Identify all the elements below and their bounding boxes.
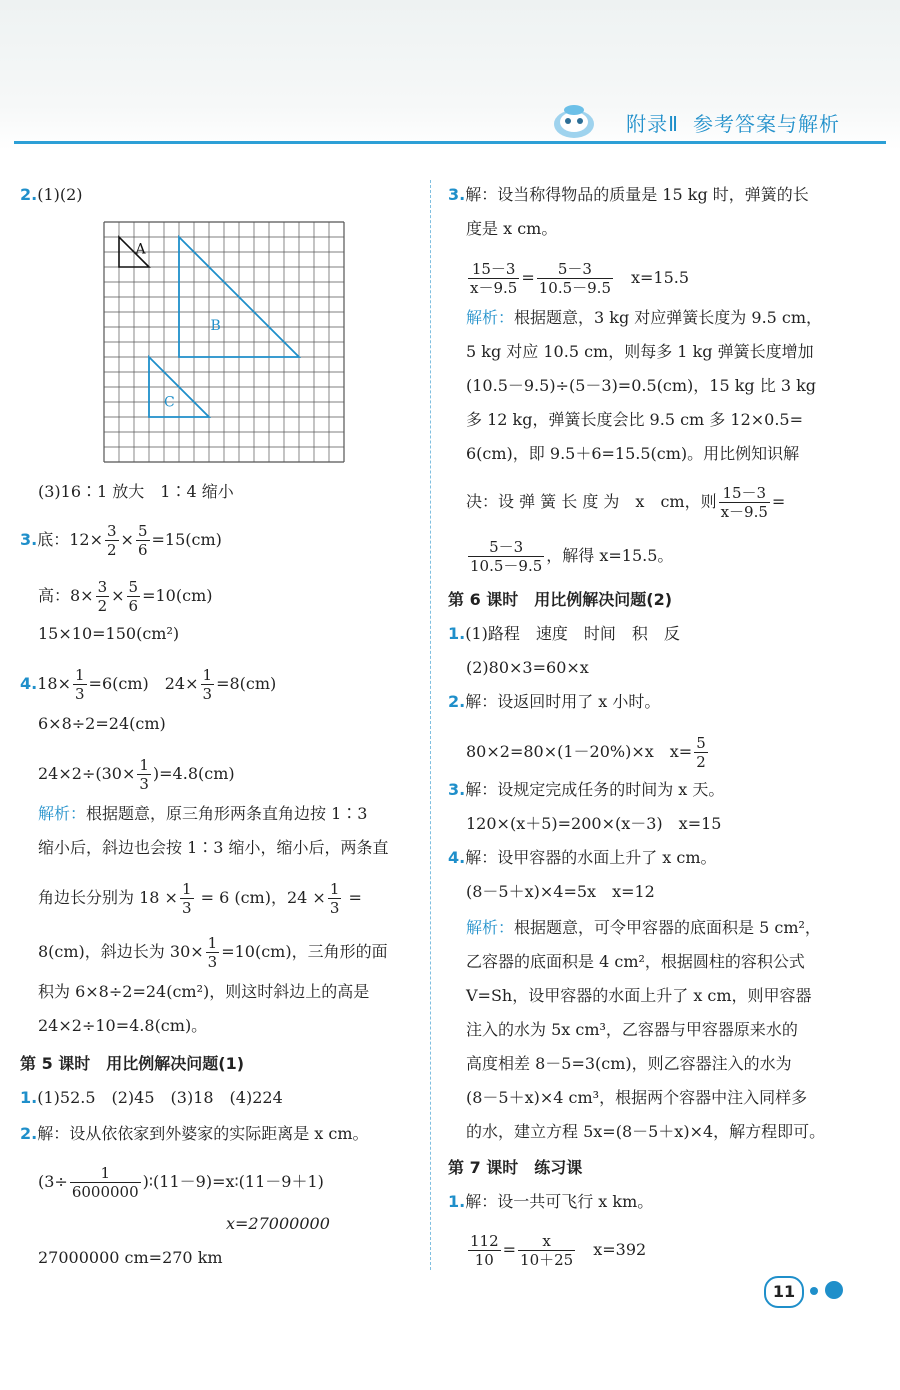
fraction: $\frac{3}{2}$ <box>97 578 108 615</box>
l6-q4-b: (8－5＋x)×4=5x x=12 <box>466 882 655 901</box>
q3-base-line: 3.底：12× $\frac{3}{2}$ × $\frac{5}{6}$ =15(cm) <box>20 522 222 559</box>
q4-line1: 4.18× $\frac{1}{3}$ =6(cm) 24× $\frac{1}{3}$ =8(cm) <box>20 666 277 703</box>
decor-dot-large <box>825 1281 843 1299</box>
page-number: 11 <box>764 1276 804 1308</box>
l5-q2-line4: 27000000 cm=270 km <box>38 1248 223 1267</box>
l6-q3-a: 3.解：设规定完成任务的时间为 x 天。 <box>448 780 725 799</box>
header-rule <box>14 141 886 144</box>
l6-q2-b: 80×2=80×(1－20%)×x x= $\frac{5}{2}$ <box>466 734 706 771</box>
label-b: B <box>210 318 221 334</box>
header-title <box>626 108 840 137</box>
q4-analysis-1: 解析：根据题意，原三角形两条直角边按 1∶3 <box>38 804 368 823</box>
fraction: $\frac{15-3}{x-9.5}$ <box>720 484 768 521</box>
question-number: 2. <box>20 185 38 204</box>
decor-dot-small <box>810 1287 818 1295</box>
q2-line: 2.(1)(2) <box>20 185 83 204</box>
fraction: $\frac{5}{2}$ <box>696 734 706 771</box>
fraction: $\frac{1}{3}$ <box>329 880 340 917</box>
column-divider <box>430 180 431 1270</box>
lesson-7-heading: 第 7 课时 练习课 <box>448 1158 583 1177</box>
l7-q1-equation: $\frac{112}{10}$ = $\frac{x}{10+25}$ x=392 <box>470 1232 647 1269</box>
l6-q4-a: 4.解：设甲容器的水面上升了 x cm。 <box>448 848 717 867</box>
fraction: $\frac{5}{6}$ <box>128 578 139 615</box>
l6-q4-analysis-2: 乙容器的底面积是 4 cm²，根据圆柱的容积公式 <box>466 952 805 971</box>
fraction: $\frac{3}{2}$ <box>107 522 117 559</box>
q4-analysis-4: 8(cm)，斜边长为 30× $\frac{1}{3}$ =10(cm)，三角形的面 <box>38 934 388 971</box>
r-q3-analysis-2: 5 kg 对应 10.5 cm，则每多 1 kg 弹簧长度增加 <box>466 342 814 361</box>
grid-svg <box>100 218 348 466</box>
q4-line2: 6×8÷2=24(cm) <box>38 714 166 733</box>
fraction: $\frac{5-3}{10.5-9.5}$ <box>470 538 543 575</box>
q4-analysis-6: 24×2÷10=4.8(cm)。 <box>38 1016 208 1035</box>
l6-q4-analysis-1: 解析：根据题意，可令甲容器的底面积是 5 cm²， <box>466 918 821 937</box>
label-c: C <box>164 394 175 411</box>
lesson-6-heading: 第 6 课时 用比例解决问题(2) <box>448 590 673 609</box>
l6-q4-analysis-7: 的水，建立方程 5x=(8－5＋x)×4，解方程即可。 <box>466 1122 826 1141</box>
q4-analysis-2: 缩小后，斜边也会按 1∶3 缩小，缩小后，两条直 <box>38 838 389 857</box>
r-q3-line1: 3.解：设当称得物品的质量是 15 kg 时，弹簧的长 <box>448 185 809 204</box>
l5-q2-line2: (3÷ $\frac{1}{6000000}$ )∶(11－9)=x∶(11－9＋1) <box>38 1164 324 1201</box>
fraction: $\frac{15-3}{x-9.5}$ <box>470 260 518 297</box>
answers-title: 参考答案与解析 <box>693 112 840 136</box>
r-q3-analysis-4: 多 12 kg，弹簧长度会比 9.5 cm 多 12×0.5= <box>466 410 804 429</box>
l6-q1-b: (2)80×3=60×x <box>466 658 589 677</box>
fraction: $\frac{1}{6000000}$ <box>71 1164 139 1201</box>
fraction: $\frac{1}{3}$ <box>139 756 149 793</box>
mascot-icon <box>550 100 598 140</box>
fraction: $\frac{1}{3}$ <box>202 666 213 703</box>
r-q3-analysis-6: 决：设 弹 簧 长 度 为 x cm，则 $\frac{15-3}{x-9.5}$ = <box>466 484 786 521</box>
r-q3-analysis-3: (10.5－9.5)÷(5－3)=0.5(cm)，15 kg 比 3 kg <box>466 376 817 395</box>
q4-analysis-5: 积为 6×8÷2=24(cm²)，则这时斜边上的高是 <box>38 982 370 1001</box>
fraction: $\frac{1}{3}$ <box>207 934 218 971</box>
q3-height-line: 高：8× $\frac{3}{2}$ × $\frac{5}{6}$ =10(cm) <box>38 578 213 615</box>
q2-part3: (3)16∶1 放大 1∶4 缩小 <box>38 482 234 501</box>
l6-q4-analysis-5: 高度相差 8－5=3(cm)，则乙容器注入的水为 <box>466 1054 792 1073</box>
r-q3-analysis-5: 6(cm)，即 9.5＋6=15.5(cm)。用比例知识解 <box>466 444 800 463</box>
fraction: $\frac{5-3}{10.5-9.5}$ <box>538 260 611 297</box>
l6-q3-b: 120×(x＋5)=200×(x－3) x=15 <box>466 814 722 833</box>
lesson-5-heading: 第 5 课时 用比例解决问题(1) <box>20 1054 245 1073</box>
l5-q2-line3: x=27000000 <box>226 1214 330 1233</box>
l6-q4-analysis-4: 注入的水为 5x cm³，乙容器与甲容器原来水的 <box>466 1020 798 1039</box>
r-q3-analysis-7: $\frac{5-3}{10.5-9.5}$ ，解得 x=15.5。 <box>470 538 674 575</box>
fraction: $\frac{1}{3}$ <box>74 666 85 703</box>
r-q3-equation: $\frac{15-3}{x-9.5}$ = $\frac{5-3}{10.5-9.5}$ x=15.5 <box>470 260 690 297</box>
l6-q2-a: 2.解：设返回时用了 x 小时。 <box>448 692 661 711</box>
fraction: $\frac{1}{3}$ <box>181 880 192 917</box>
l6-q4-analysis-3: V=Sh，设甲容器的水面上升了 x cm，则甲容器 <box>466 986 812 1005</box>
grid-figure <box>100 218 348 470</box>
fraction: $\frac{112}{10}$ <box>470 1232 499 1269</box>
l6-q1-a: 1.(1)路程 速度 时间 积 反 <box>448 624 680 643</box>
r-q3-line2: 度是 x cm。 <box>466 219 558 238</box>
l5-q2-line1: 2.解：设从依依家到外婆家的实际距离是 x cm。 <box>20 1124 369 1143</box>
l5-q1: 1.(1)52.5 (2)45 (3)18 (4)224 <box>20 1088 283 1107</box>
label-a: A <box>135 241 146 258</box>
fraction: $\frac{5}{6}$ <box>137 522 148 559</box>
fraction: $\frac{x}{10+25}$ <box>520 1232 574 1269</box>
l6-q4-analysis-6: (8－5＋x)×4 cm³，根据两个容器中注入同样多 <box>466 1088 808 1107</box>
l7-q1-a: 1.解：设一共可飞行 x km。 <box>448 1192 654 1211</box>
q4-line3: 24×2÷(30× $\frac{1}{3}$ )=4.8(cm) <box>38 756 235 793</box>
q3-area-line: 15×10=150(cm²) <box>38 624 180 643</box>
q4-analysis-3: 角边长分别为 18 × $\frac{1}{3}$ = 6 (cm)，24 × $\frac{1}{3}$ = <box>38 880 362 917</box>
appendix-label: 附录Ⅱ <box>626 112 679 136</box>
r-q3-analysis-1: 解析：根据题意，3 kg 对应弹簧长度为 9.5 cm， <box>466 308 823 327</box>
